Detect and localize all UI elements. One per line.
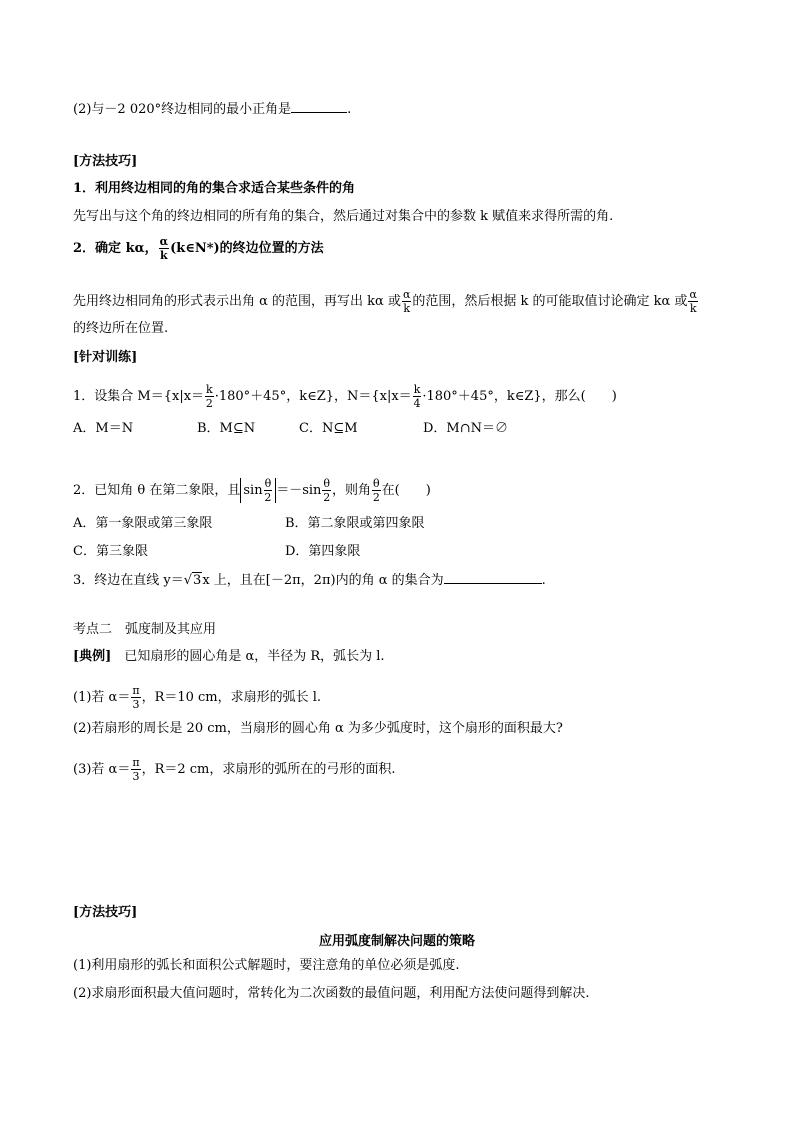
absolute-value <box>240 478 276 503</box>
tip-2-title <box>73 236 324 261</box>
part-1-b: ，R＝10 cm，求扇形的弧长 l. <box>141 690 322 705</box>
option-b[interactable]: B．M⊆N <box>197 421 256 436</box>
period: . <box>347 102 352 117</box>
option-a[interactable]: A．第一象限或第三象限 <box>73 516 213 531</box>
drill-q2 <box>73 478 431 503</box>
drill-q1-part-b: ·180°＋45°，k∈Z}，N＝{x|x＝ <box>214 389 412 404</box>
example-intro <box>73 648 385 666</box>
period: . <box>541 573 546 588</box>
fraction-alpha-over-k: $\frac{\alpha}{k}$ <box>159 235 169 262</box>
example-part-2: (2)若扇形的周长是 20 cm，当扇形的圆心角 α 为多少弧度时，这个扇形的面积最大? <box>73 721 563 736</box>
sin-label: sin <box>243 483 263 498</box>
drill-q2-part-c: ，则角 <box>332 483 372 498</box>
question-2-text: (2)与－2 020°终边相同的最小正角是 <box>73 102 292 117</box>
drill-q1-part-a: 1．设集合 M＝{x|x＝ <box>73 389 205 404</box>
drill-heading: [针对训练] <box>73 350 138 365</box>
method-tips-heading-2: [方法技巧] <box>73 905 138 920</box>
fraction-alpha-over-k: $\frac{\alpha}{k}$ <box>689 288 697 315</box>
part-1-a: (1)若 α＝ <box>73 690 131 705</box>
fraction-pi-over-3: $\frac{\pi}{3}$ <box>132 756 140 783</box>
drill-q1-part-c: ·180°＋45°，k∈Z}，那么( ) <box>422 389 617 404</box>
tip-2-body-part-b: 的范围，然后根据 k 的可能取值讨论确定 kα 或 <box>412 294 688 309</box>
option-d[interactable]: D．第四象限 <box>285 544 361 559</box>
strategy-title: 应用弧度制解决问题的策略 <box>318 934 475 949</box>
strategy-line-1: (1)利用扇形的弧长和面积公式解题时，要注意角的单位必须是弧度. <box>73 958 460 973</box>
drill-q2-options-row2 <box>73 543 360 561</box>
drill-q2-part-d: 在( ) <box>381 483 431 498</box>
option-d[interactable]: D．M∩N＝∅ <box>423 421 509 436</box>
drill-q1 <box>73 384 617 409</box>
part-3-b: ，R＝2 cm，求扇形的弧所在的弓形的面积. <box>141 762 396 777</box>
fraction-pi-over-3: $\frac{\pi}{3}$ <box>132 684 140 711</box>
option-c[interactable]: C．第三象限 <box>73 544 148 559</box>
tip-1-title: 1．利用终边相同的角的集合求适合某些条件的角 <box>73 181 356 196</box>
fraction-theta-over-2: $\frac{\theta}{2}$ <box>323 477 331 504</box>
drill-q1-options <box>73 420 508 438</box>
sqrt-radicand: 3 <box>193 573 202 588</box>
example-part-1 <box>73 685 321 710</box>
option-c[interactable]: C．N⊆M <box>299 421 358 436</box>
example-label: [典例] <box>73 649 112 664</box>
part-3-a: (3)若 α＝ <box>73 762 131 777</box>
example-text: 已知扇形的圆心角是 α，半径为 R，弧长为 l. <box>111 649 385 664</box>
drill-q3-part-a: 3．终边在直线 y＝ <box>73 573 184 588</box>
example-part-3 <box>73 757 396 782</box>
tip-2-body-part-a: 先用终边相同角的形式表示出角 α 的范围，再写出 kα 或 <box>73 294 401 309</box>
sqrt-3: √3 <box>183 573 202 588</box>
drill-q3-part-b: x 上，且在[－2π，2π)内的角 α 的集合为 <box>202 573 444 588</box>
drill-q2-part-b: ＝－sin <box>276 483 322 498</box>
fraction-k-over-4: $\frac{k}{4}$ <box>413 383 421 410</box>
drill-q3 <box>73 570 546 590</box>
fraction-theta-over-2: $\frac{\theta}{2}$ <box>372 477 380 504</box>
drill-q2-part-a: 2．已知角 θ 在第二象限，且 <box>73 483 241 498</box>
tip-2-suffix: (k∈N*)的终边位置的方法 <box>170 241 324 256</box>
drill-q2-options-row1 <box>73 515 425 533</box>
fraction-theta-over-2: $\frac{\theta}{2}$ <box>264 477 272 504</box>
fraction-k-over-2: $\frac{k}{2}$ <box>205 383 213 410</box>
section-2-title: 考点二 弧度制及其应用 <box>73 622 217 637</box>
option-a[interactable]: A．M＝N <box>73 421 134 436</box>
option-b[interactable]: B．第二象限或第四象限 <box>285 516 425 531</box>
tip-2-body <box>73 289 699 314</box>
answer-blank[interactable] <box>444 570 542 584</box>
fraction-alpha-over-k: $\frac{\alpha}{k}$ <box>402 288 411 315</box>
tip-1-body: 先写出与这个角的终边相同的所有角的集合，然后通过对集合中的参数 k 赋值来求得所需的角. <box>73 209 614 224</box>
tip-2-prefix: 2．确定 kα， <box>73 241 158 256</box>
strategy-line-2: (2)求扇形面积最大值问题时，常转化为二次函数的最值问题，利用配方法使问题得到解决. <box>73 986 590 1001</box>
question-2-line <box>73 99 351 119</box>
tip-2-body-end: 的终边所在位置. <box>73 321 169 336</box>
answer-blank[interactable] <box>291 99 347 113</box>
method-tips-heading: [方法技巧] <box>73 154 138 169</box>
